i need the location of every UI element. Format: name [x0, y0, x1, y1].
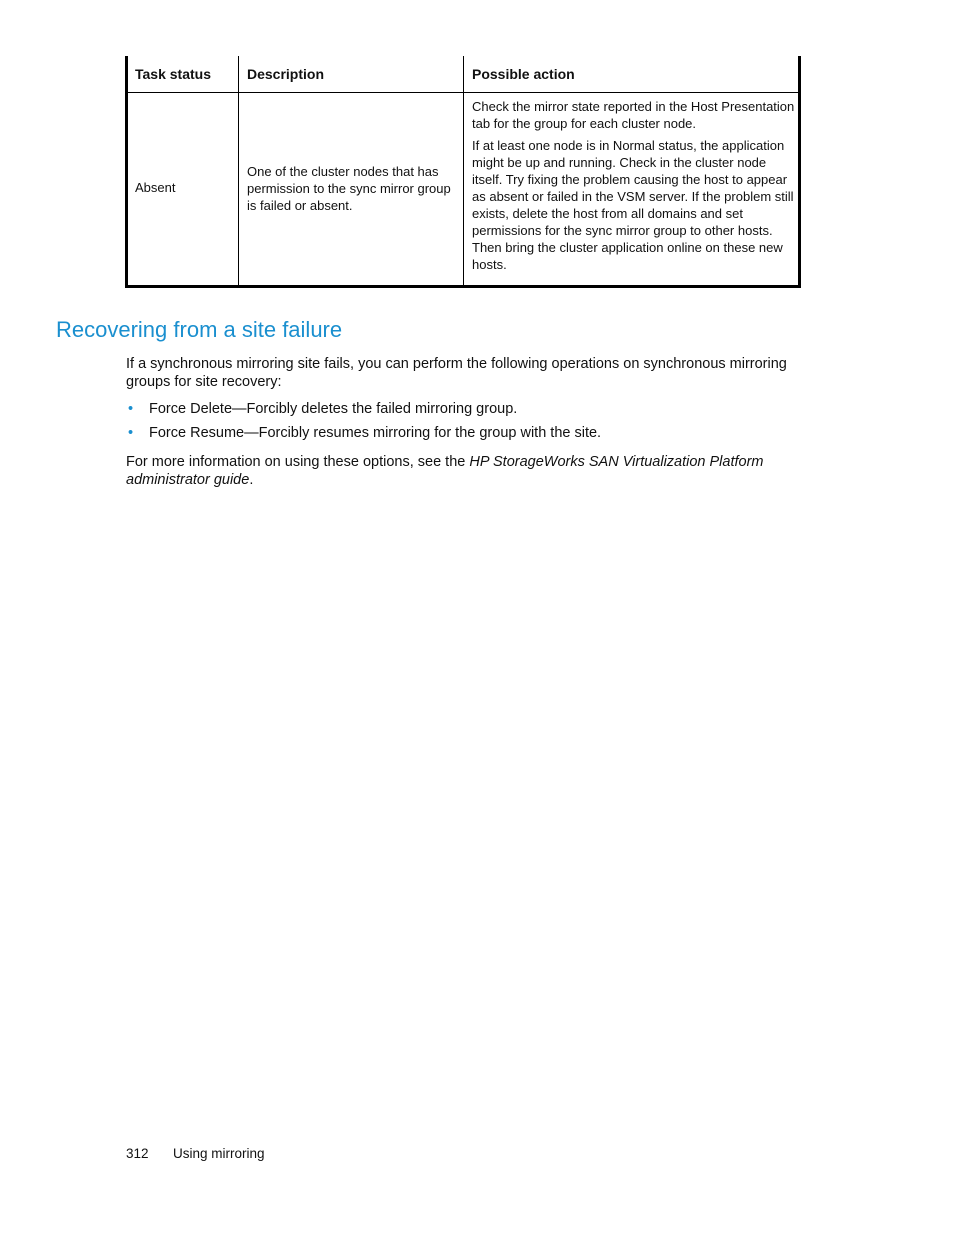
- row-status: Absent: [135, 180, 176, 195]
- row-description: One of the cluster nodes that has permission to the sync mirror group is failed or absent.: [247, 164, 451, 213]
- operations-list: [126, 400, 806, 448]
- guide-title: HP StorageWorks SAN Virtualization Platform administrator guide: [126, 454, 764, 488]
- column-divider: [463, 56, 464, 285]
- list-item: [126, 400, 806, 418]
- header-possible-action: Possible action: [472, 66, 575, 82]
- status-table: [125, 56, 801, 288]
- bullet-icon: •: [128, 425, 134, 441]
- page-number: 312: [126, 1146, 149, 1161]
- header-task-status: Task status: [135, 66, 211, 82]
- section-heading: Recovering from a site failure: [56, 317, 343, 342]
- row-action-1: Check the mirror state reported in the Host Presentation tab for the group for each cluster node.: [472, 99, 795, 131]
- row-action-2: If at least one node is in Normal status, the application might be up and running. Check in the cluster node itself. Try fixing the problem causing the host to appear as absent or failed in the VSM server. If the problem still exists, delete the host from all domains and set permissions for the sync mirror group to other hosts. Then bring the cluster application online on these new hosts.: [472, 138, 794, 272]
- header-description: Description: [247, 66, 325, 82]
- bullet-icon: •: [128, 401, 134, 417]
- intro-paragraph: If a synchronous mirroring site fails, you can perform the following operations on synchronous mirroring groups for site recovery:: [126, 356, 787, 390]
- more-info-paragraph: [126, 453, 806, 489]
- list-item-text: Force Resume—Forcibly resumes mirroring for the group with the site.: [149, 425, 602, 441]
- list-item-text: Force Delete—Forcibly deletes the failed mirroring group.: [149, 401, 518, 417]
- column-divider: [238, 56, 239, 285]
- more-info-suffix: .: [249, 472, 254, 488]
- more-info-prefix: For more information on using these options, see the: [126, 454, 470, 470]
- chapter-title: Using mirroring: [173, 1146, 265, 1161]
- list-item: [126, 424, 806, 442]
